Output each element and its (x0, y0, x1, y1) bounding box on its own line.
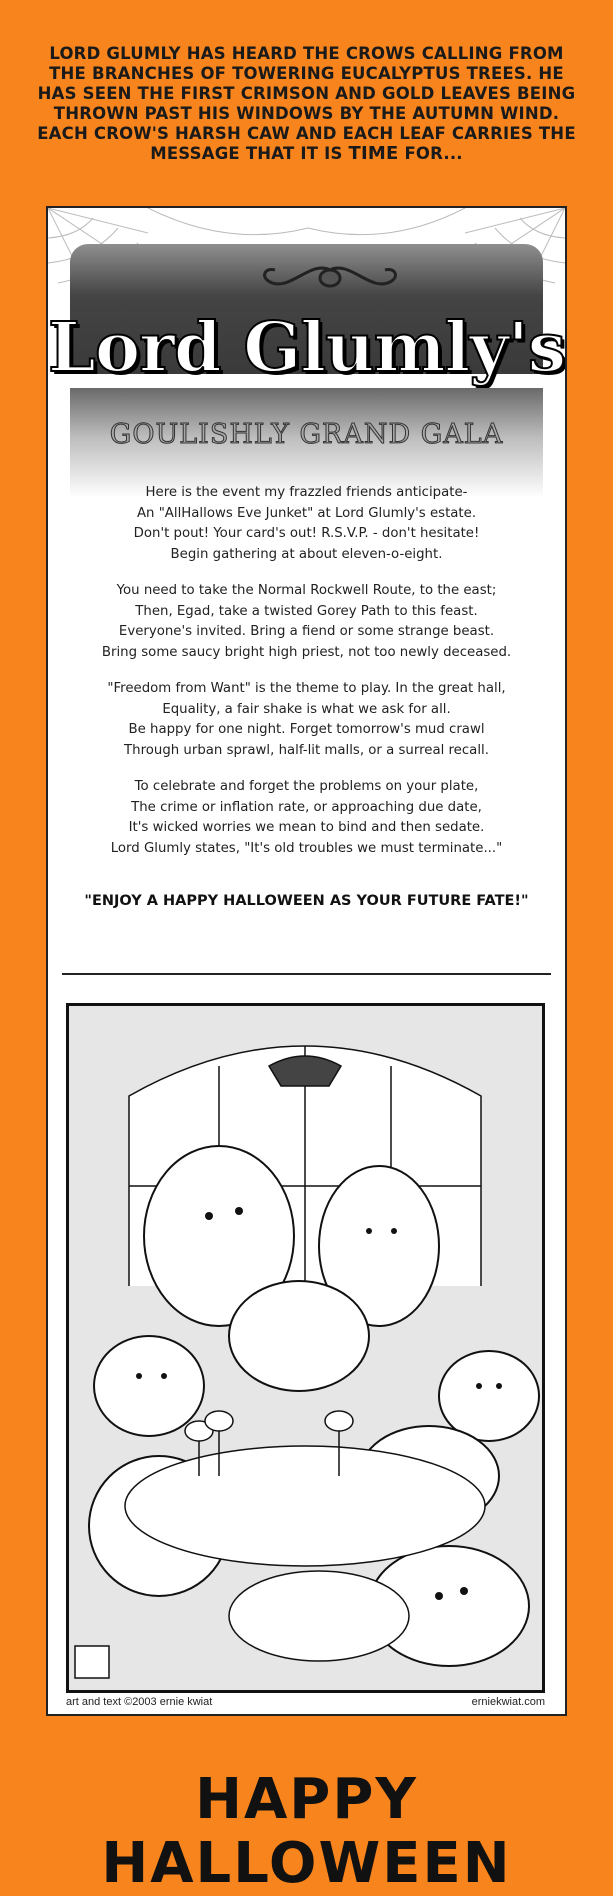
copyright-text: art and text ©2003 ernie kwiat (66, 1696, 213, 1708)
intro-tail: FOR... (404, 144, 463, 163)
poem-line: Here is the event my frazzled friends anticipate- (145, 485, 468, 500)
intro-text (30, 44, 583, 164)
poem-line: Be happy for one night. Forget tomorrow's mud crawl (128, 722, 485, 737)
poem-line: An "AllHallows Eve Junket" at Lord Glumly's estate. (136, 505, 477, 521)
poem-line: Lord Glumly states, "It's old troubles we must terminate..." (110, 840, 503, 856)
poem (68, 483, 545, 875)
poem-line: You need to take the Normal Rockwell Route, to the east; (116, 583, 497, 598)
poem-stanza (68, 777, 545, 859)
illustration (66, 1003, 545, 1693)
poem-line: Equality, a fair shake is what we ask for all. (162, 701, 451, 717)
invitation-title: Lord Glumly's (48, 308, 565, 388)
intro-emphasis: TIME (348, 143, 399, 164)
poem-line: It's wicked worries we mean to bind and then sedate. (128, 820, 485, 835)
poem-line: Everyone's invited. Bring a fiend or some strange beast. (118, 624, 495, 639)
poem-stanza (68, 483, 545, 565)
closing-line: "ENJOY A HAPPY HALLOWEEN AS YOUR FUTURE FATE!" (84, 893, 529, 909)
website-link[interactable]: erniekwiat.com (471, 1696, 545, 1708)
ornament-icon (250, 262, 410, 302)
poem-line: Don't pout! Your card's out! R.S.V.P. - don't hesitate! (133, 526, 480, 541)
poem-line: Begin gathering at about eleven-o-eight. (170, 546, 443, 562)
poem-line: Through urban sprawl, half-lit malls, or a surreal recall. (124, 742, 489, 758)
poem-line: The crime or inflation rate, or approaching due date, (131, 799, 482, 815)
invitation-card (46, 206, 567, 1716)
intro-body: LORD GLUMLY HAS HEARD THE CROWS CALLING FROM THE BRANCHES OF TOWERING EUCALYPTUS TREES. HE HAS SEEN THE FIRST CRIMSON AND GOLD LEAVES BEING THROWN PAST HIS WINDOWS BY THE AUTUMN WIND. EACH CROW'S HARSH CAW AND EACH LEAF CARRIES THE MESSAGE THAT IT IS (37, 44, 576, 163)
poem-line: Then, Egad, take a twisted Gorey Path to this feast. (135, 603, 478, 619)
poem-line: "Freedom from Want" is the theme to play. In the great hall, (107, 681, 506, 696)
happy-halloween-heading: HAPPY HALLOWEEN (101, 1767, 512, 1896)
poem-stanza (68, 679, 545, 761)
feast-illustration (69, 1006, 542, 1690)
poem-line: Bring some saucy bright high priest, not too newly deceased. (101, 644, 512, 660)
poem-line: To celebrate and forget the problems on your plate, (134, 779, 479, 794)
invitation-subtitle: GOULISHLY GRAND GALA (109, 419, 504, 450)
divider (62, 973, 551, 975)
poem-stanza (68, 581, 545, 663)
